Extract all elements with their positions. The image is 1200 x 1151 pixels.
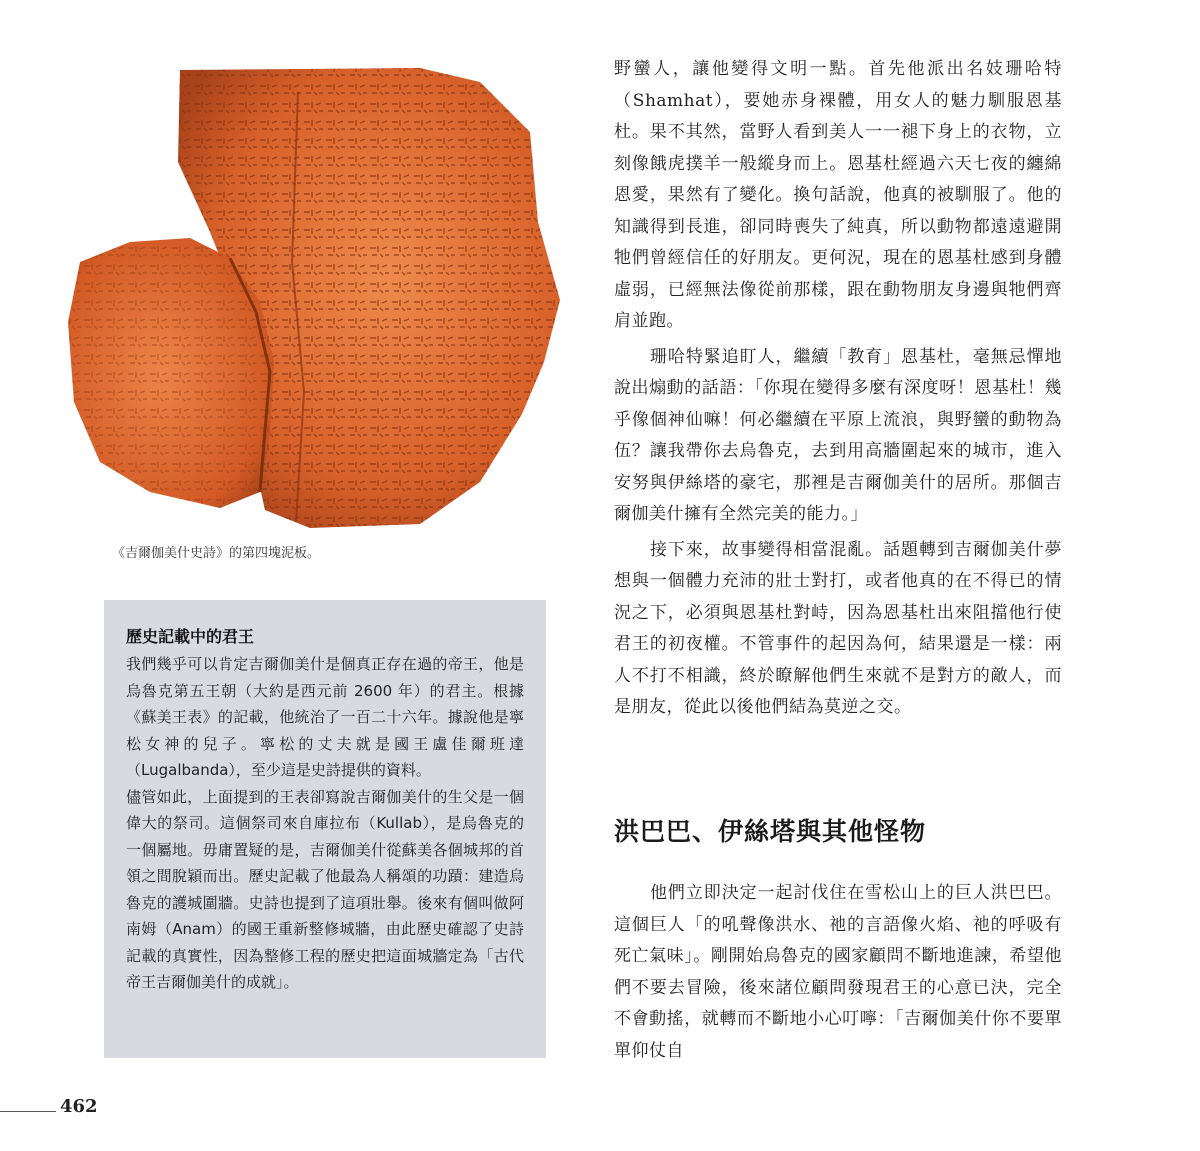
page-number: 462: [60, 1096, 98, 1117]
footer-rule: [0, 1111, 56, 1112]
body-paragraph: 他們立即決定一起討伐住在雪松山上的巨人洪巴巴。這個巨人「的吼聲像洪水、祂的言語像火焰、祂的呼吸有死亡氣味」。剛開始烏魯克的國家顧問不斷地進諫，希望他們不要去冒險，後來諸位顧問發現君王的心意已決，完全不會動搖，就轉而不斷地小心叮嚀：「吉爾伽美什你不要單單仰仗自: [614, 883, 1062, 1061]
tablet-image: [60, 62, 580, 532]
sidebar-paragraph: 我們幾乎可以肯定吉爾伽美什是個真正存在過的帝王，他是烏魯克第五王朝（大約是西元前 2600 年）的君主。根據《蘇美王表》的記載，他統治了一百二十六年。據說他是寧松女神的兒子。寧松的丈夫就是國王盧佳爾班達（Lugalbanda），至少這是史詩提供的資料。: [126, 655, 524, 779]
section-heading: 洪巴巴、伊絲塔與其他怪物: [614, 817, 927, 846]
main-text-column: [614, 54, 1062, 724]
sidebar-title: 歷史記載中的君王: [126, 627, 255, 646]
body-paragraph: 珊哈特緊追盯人，繼續「教育」恩基杜，毫無忌憚地說出煽動的話語：「你現在變得多麼有深度呀！恩基杜！幾乎像個神仙嘛！何必繼續在平原上流浪，與野蠻的動物為伍？讓我帶你去烏魯克，去到用高牆圍起來的城市，進入安努與伊絲塔的豪宅，那裡是吉爾伽美什的居所。那個吉爾伽美什擁有全然完美的能力。」: [614, 346, 1062, 524]
main-text-column-continued: [614, 874, 1062, 1067]
sidebar-box: [104, 600, 546, 1058]
body-paragraph: 接下來，故事變得相當混亂。話題轉到吉爾伽美什夢想與一個體力充沛的壯士對打，或者他真的在不得已的情況之下，必須與恩基杜對峙，因為恩基杜出來阻擋他行使君王的初夜權。不管事件的起因為何，結果還是一樣：兩人不打不相識，終於瞭解他們生來就不是對方的敵人，而是朋友，從此以後他們結為莫逆之交。: [614, 539, 1062, 717]
cuneiform-tablet-icon: [60, 62, 580, 532]
sidebar-paragraph: 儘管如此，上面提到的王表卻寫說吉爾伽美什的生父是一個偉大的祭司。這個祭司來自庫拉布（Kullab），是烏魯克的一個屬地。毋庸置疑的是，吉爾伽美什從蘇美各個城邦的首領之間脫穎而出。歷史記載了他最為人稱頌的功蹟：建造烏魯克的護城圍牆。史詩也提到了這項壯舉。後來有個叫做阿南姆（Anam）的國王重新整修城牆，由此歷史確認了史詩記載的真實性，因為整修工程的歷史把這面城牆定為「古代帝王吉爾伽美什的成就」。: [126, 787, 524, 991]
body-paragraph: 野蠻人，讓他變得文明一點。首先他派出名妓珊哈特（Shamhat），要她赤身裸體，用女人的魅力馴服恩基杜。果不其然，當野人看到美人一一褪下身上的衣物，立刻像餓虎撲羊一般縱身而上。恩基杜經過六天七夜的纏綿恩愛，果然有了變化。換句話說，他真的被馴服了。他的知識得到長進，卻同時喪失了純真，所以動物都遠遠避開牠們曾經信任的好朋友。更何況，現在的恩基杜感到身體虛弱，已經無法像從前那樣，跟在動物朋友身邊與牠們齊肩並跑。: [614, 59, 1062, 331]
image-caption: 《吉爾伽美什史詩》的第四塊泥板。: [112, 546, 321, 561]
